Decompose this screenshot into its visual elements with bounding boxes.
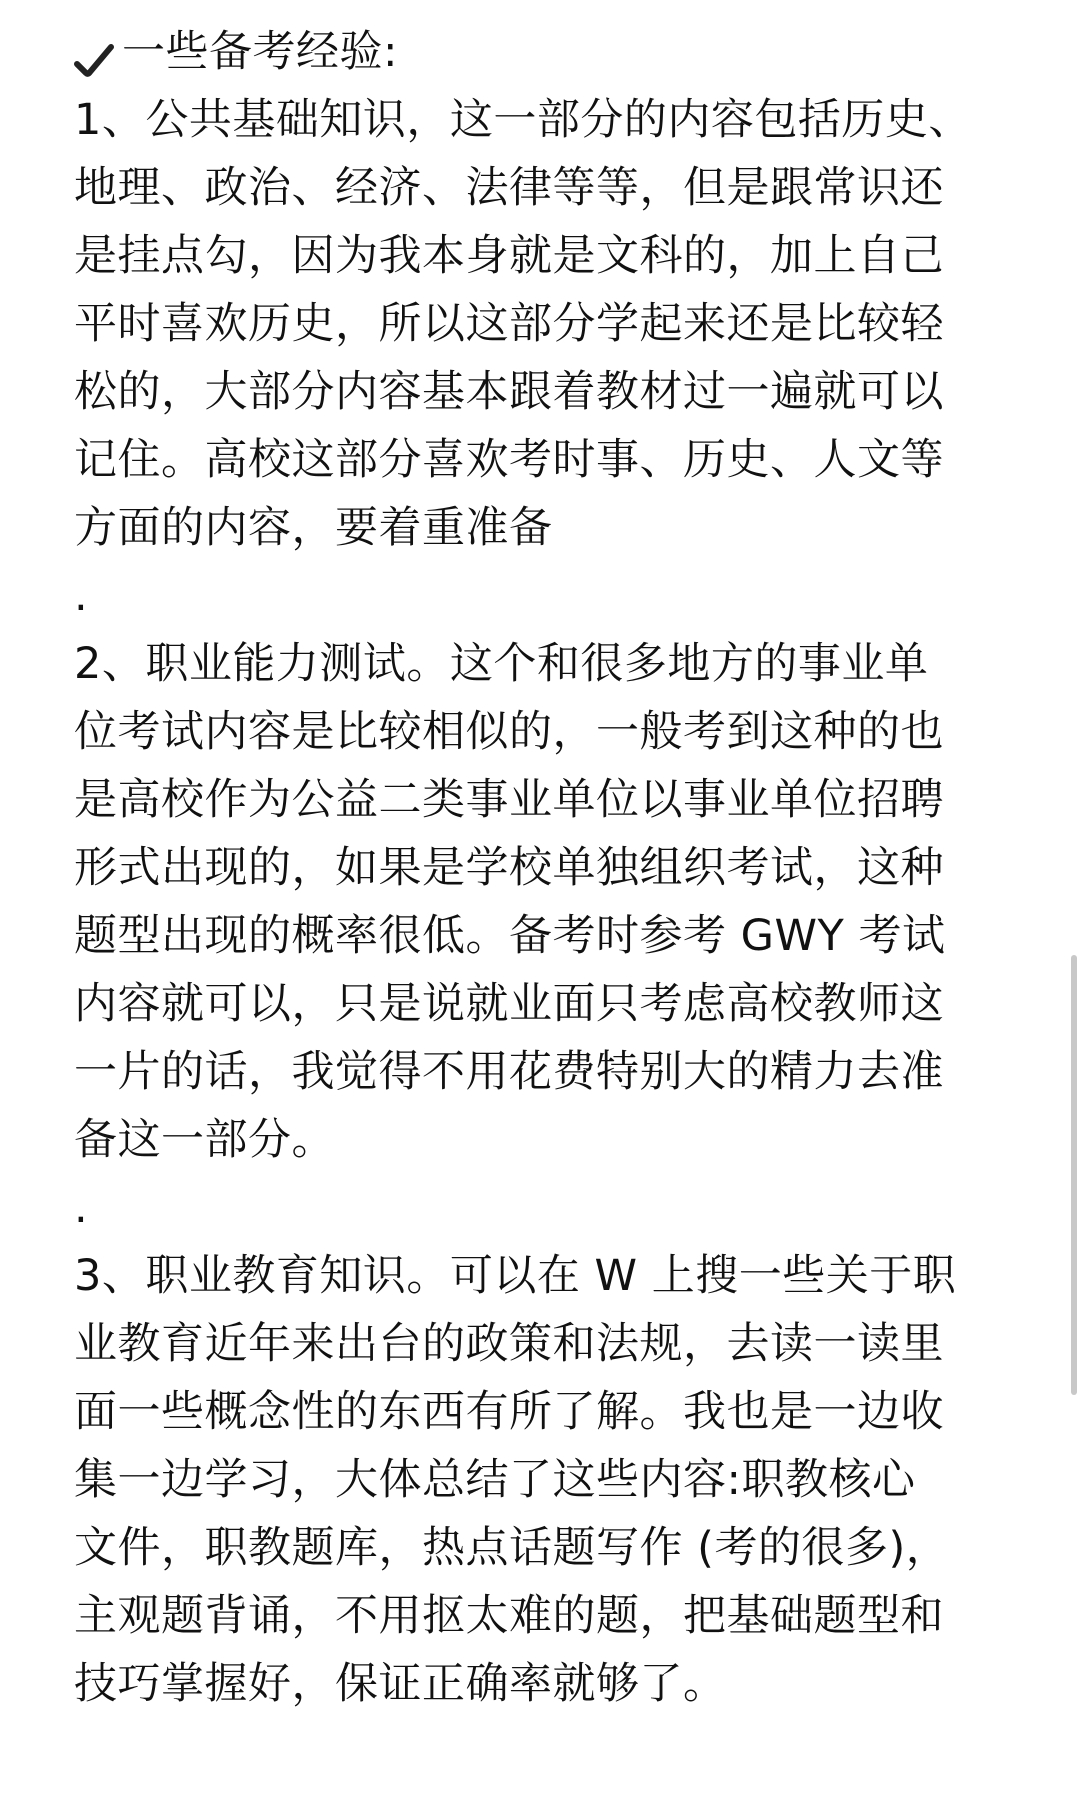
paragraph-line: 业教育近年来出台的政策和法规，去读一读里 — [74, 1319, 944, 1369]
title-row — [74, 18, 1014, 86]
paragraph-line: 一片的话，我觉得不用花费特别大的精力去准 — [74, 1047, 944, 1097]
paragraph-line: 方面的内容，要着重准备 — [74, 503, 553, 553]
paragraph-line: 文件，职教题库，热点话题写作 (考的很多)， — [74, 1523, 950, 1573]
document-content — [74, 18, 1014, 1718]
paragraph-line: 松的，大部分内容基本跟着教材过一遍就可以 — [74, 367, 944, 417]
paragraph-line: 3、职业教育知识。可以在 W 上搜一些关于职 — [74, 1251, 957, 1301]
paragraph-line: 是高校作为公益二类事业单位以事业单位招聘 — [74, 775, 944, 825]
check-icon — [74, 34, 114, 74]
paragraph-line: 技巧掌握好，保证正确率就够了。 — [74, 1659, 727, 1709]
paragraph-line: 题型出现的概率很低。备考时参考 GWY 考试 — [74, 911, 946, 961]
paragraph-line: 主观题背诵，不用抠太难的题，把基础题型和 — [74, 1591, 944, 1641]
paragraph-line: 地理、政治、经济、法律等等，但是跟常识还 — [74, 163, 944, 213]
paragraph-line: 位考试内容是比较相似的，一般考到这种的也 — [74, 707, 944, 757]
separator-dot: . — [74, 571, 88, 621]
paragraph-line: 备这一部分。 — [74, 1115, 335, 1165]
paragraph-line: 1、公共基础知识，这一部分的内容包括历史、 — [74, 95, 972, 145]
paragraph-line: 2、职业能力测试。这个和很多地方的事业单 — [74, 639, 929, 689]
scrollbar[interactable] — [1071, 955, 1077, 1395]
document-title: 一些备考经验: — [122, 27, 398, 77]
section-aptitude-test — [74, 630, 1014, 1174]
section-vocational-education — [74, 1242, 1014, 1718]
paragraph-line: 内容就可以，只是说就业面只考虑高校教师这 — [74, 979, 944, 1029]
paragraph-line: 记住。高校这部分喜欢考时事、历史、人文等 — [74, 435, 944, 485]
paragraph-line: 集一边学习，大体总结了这些内容:职教核心 — [74, 1455, 916, 1505]
paragraph-line: 形式出现的，如果是学校单独组织考试，这种 — [74, 843, 944, 893]
paragraph-line: 是挂点勾，因为我本身就是文科的，加上自己 — [74, 231, 944, 281]
paragraph-line: 平时喜欢历史，所以这部分学起来还是比较轻 — [74, 299, 944, 349]
paragraph-line: 面一些概念性的东西有所了解。我也是一边收 — [74, 1387, 944, 1437]
section-public-knowledge — [74, 86, 1014, 562]
separator-dot: . — [74, 1183, 88, 1233]
